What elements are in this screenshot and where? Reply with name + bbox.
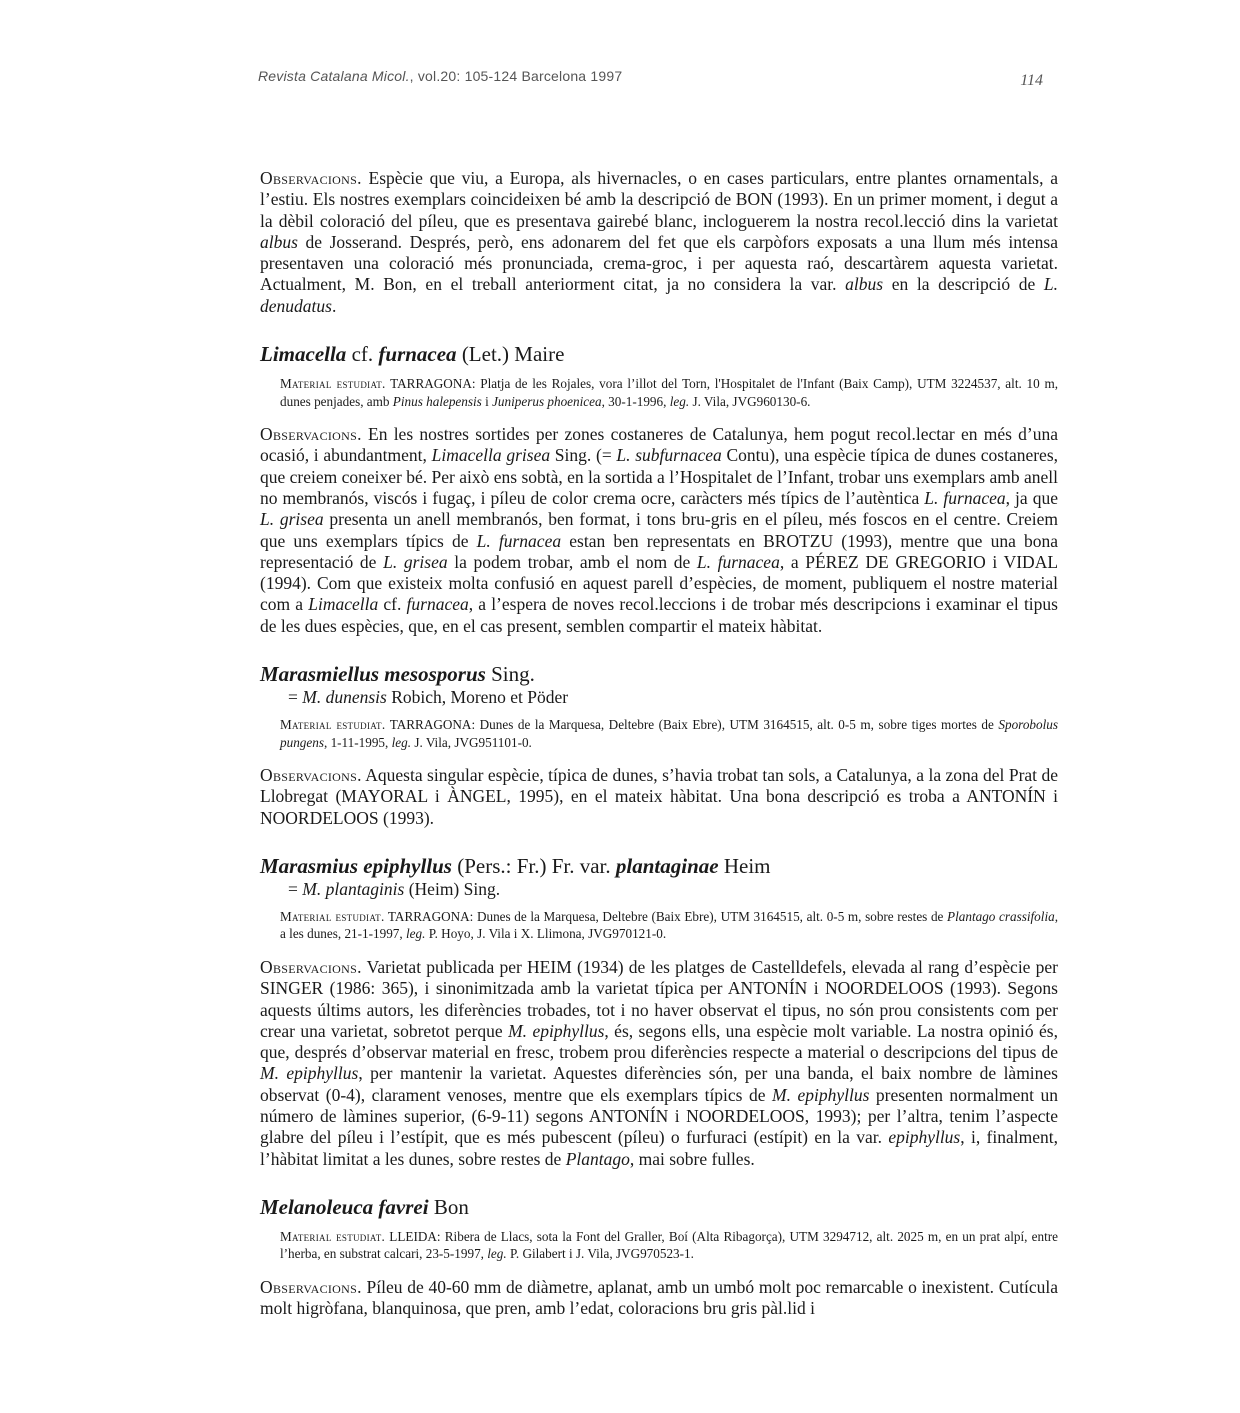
variety-name: plantaginae: [615, 853, 719, 878]
author: Heim: [718, 853, 771, 878]
text: P. Hoyo, J. Vila i X. Llimona, JVG970121-0.: [425, 926, 667, 942]
taxon: Juniperus phoenicea: [492, 393, 602, 409]
text: Píleu de 40-60 mm de diàmetre, aplanat, amb un umbó molt poc remarcable o inexistent. Cutícula molt higròfana, blanquinosa, que pren, amb l’edat, coloracions bru gris pàl.lid i: [260, 1276, 1058, 1319]
taxon: Sporobolus pungens: [280, 717, 1058, 750]
text: .: [331, 295, 337, 316]
text: leg.: [406, 926, 426, 942]
genus: Limacella: [260, 342, 347, 367]
taxon: furnacea: [406, 594, 469, 615]
obs-label: Observacions.: [260, 168, 362, 188]
text: J. Vila, JVG951101-0.: [411, 734, 532, 750]
material-marasmiellus: [280, 716, 1058, 751]
obs-label: Observacions.: [260, 765, 362, 786]
obs-label: Observacions.: [260, 1276, 362, 1297]
text: , és, segons ells, una espècie molt variable. La nostra opinió és, que, després d’observar material en fresc, trobem prou diferències respecte a material o descripcions del tipus de: [260, 1020, 1058, 1063]
text: , a les dunes, 21-1-1997,: [280, 908, 1058, 942]
running-header: [258, 68, 1058, 96]
taxon: M. epiphyllus: [772, 1084, 870, 1105]
text: i: [481, 393, 493, 409]
species-heading-melanoleuca: [260, 1194, 1058, 1220]
taxon: Limacella grisea: [431, 445, 551, 466]
text: , a PÉREZ DE GREGORIO i VIDAL (1994). Com que existeix molta confusió en aquest parell d’espècies, de moment, publiquem el nostre material com a: [260, 551, 1059, 615]
text: , mai sobre fulles.: [629, 1148, 755, 1169]
text: leg.: [487, 1246, 507, 1262]
taxon: L. denudatus: [260, 274, 1059, 316]
epithet: furnacea: [378, 342, 457, 367]
taxon: Pinus halepensis: [392, 393, 482, 409]
text: En les nostres sortides per zones costaneres de Catalunya, hem pogut recol.lectar en més d’una ocasió, i abundantment,: [260, 424, 1058, 466]
text: TARRAGONA: Dunes de la Marquesa, Deltebre (Baix Ebre), UTM 3164515, alt. 0-5 m, sobre tiges mortes de: [385, 717, 999, 733]
synonym-marasmiellus: [288, 687, 1058, 708]
text: leg.: [391, 734, 412, 750]
text: TARRAGONA: Platja de les Rojales, vora l’illot del Torn, l'Hospitalet de l'Infant (Baix Camp), UTM 3224537, alt. 10 m, dunes penjades, amb: [280, 376, 1058, 409]
material-melanoleuca: [280, 1228, 1058, 1263]
material-marasmius: [280, 908, 1058, 943]
running-title: [258, 68, 622, 84]
author: Bon: [428, 1194, 469, 1219]
taxon: Limacella: [308, 594, 379, 615]
author: Sing.: [485, 662, 535, 687]
taxon: L. grisea: [260, 509, 324, 530]
taxon: L. furnacea: [476, 530, 562, 551]
taxon: L. grisea: [383, 551, 448, 572]
species-heading-limacella: [260, 341, 1058, 367]
text: la podem trobar, amb el nom de: [447, 551, 697, 572]
taxon: albus: [260, 231, 298, 252]
taxon: Plantago crassifolia: [947, 908, 1055, 924]
text: LLEIDA: Ribera de Llacs, sota la Font del Graller, Boí (Alta Ribagorça), UTM 3294712, alt. 2025 m, en un prat alpí, entre l’herba, en substrat calcari, 23-5-1997,: [280, 1228, 1058, 1262]
taxon: L. furnacea: [924, 487, 1006, 508]
text: J. Vila, JVG960130-6.: [689, 393, 811, 409]
taxon: L. furnacea: [696, 551, 780, 572]
text: presenten normalment un número de làmines superior, (6-9-11) segons ANTONÍN i NOORDELOOS, 1993); per l’altra, tenim l’aspecte glabre del píleu i l’estípit, que es més pubescent (píleu) o furfuraci (estípit) en la var.: [260, 1084, 1058, 1148]
observations-marasmiellus: [260, 765, 1058, 829]
observations-marasmius: [260, 957, 1058, 1170]
taxon: albus: [845, 274, 884, 295]
taxon: M. epiphyllus: [508, 1020, 605, 1041]
taxon: M. epiphyllus: [260, 1063, 359, 1084]
species-name: Marasmiellus mesosporus: [260, 662, 486, 687]
text: =: [288, 687, 303, 708]
text: estan ben representats en BROTZU (1993), mentre que una bona representació de: [260, 530, 1058, 572]
author: (Let.) Maire: [456, 342, 565, 367]
text: Sing. (=: [550, 445, 617, 466]
obs-label: Observacions.: [260, 956, 362, 977]
text: cf.: [346, 342, 379, 367]
text: , per mantenir la varietat. Aquestes diferències són, per una banda, el baix nombre de làmines observat (0-4), clarament venoses, mentre que els exemplars típics de: [260, 1063, 1058, 1105]
species-name: Melanoleuca favrei: [260, 1194, 429, 1219]
obs-label: Observacions.: [260, 424, 362, 445]
synonym-marasmius: [288, 879, 1058, 900]
taxon: L. subfurnacea: [616, 445, 722, 466]
observations-melanoleuca: [260, 1277, 1058, 1320]
author: Robich, Moreno et Pöder: [386, 687, 569, 708]
text: Aquesta singular espècie, típica de dunes, s’havia trobat tan sols, a Catalunya, a la zona del Prat de Llobregat (MAYORAL i ÀNGEL, 1995), en el mateix hàbitat. Una bona descripció es troba a ANTONÍN i NOORDELOOS (1993).: [260, 765, 1058, 828]
page-number: 114: [1020, 72, 1043, 89]
material-label: Material estudiat.: [280, 376, 386, 392]
text: , i, finalment, l’hàbitat limitat a les dunes, sobre restes de: [260, 1127, 1058, 1169]
taxon: Plantago: [565, 1148, 630, 1169]
observations-limacella: [260, 424, 1058, 637]
text: en la descripció de: [883, 274, 1044, 295]
intro-observations: [260, 168, 1058, 317]
material-limacella: [280, 375, 1058, 410]
taxon: epiphyllus: [888, 1127, 961, 1148]
material-label: Material estudiat.: [280, 908, 385, 924]
text: , 30-1-1996,: [601, 393, 670, 409]
material-label: Material estudiat.: [280, 717, 386, 733]
text: presenta un anell membranós, ben format, i tons bru-gris en el píleu, més foscos en el centre. Creiem que uns exemplars típics de: [260, 509, 1058, 551]
taxon: M. dunensis: [302, 687, 387, 708]
text: de Josserand. Després, però, ens adonarem del fet que els carpòfors exposats a una llum més intensa presentaven una coloració més pronunciada, crema-groc, i per aquesta raó, descartàrem aquesta varietat. Actualment, M. Bon, en el treball anteriorment citat, ja no considera la var.: [260, 231, 1058, 295]
species-heading-marasmiellus: [260, 661, 1058, 687]
species-heading-marasmius: [260, 853, 1058, 879]
text: , ja que: [1005, 487, 1058, 508]
journal-name: Revista Catalana Micol.: [258, 68, 410, 84]
taxon: M. plantaginis: [302, 878, 405, 899]
text: TARRAGONA: Dunes de la Marquesa, Deltebre (Baix Ebre), UTM 3164515, alt. 0-5 m, sobre restes de: [384, 908, 948, 924]
species-name: Marasmius epiphyllus: [260, 853, 452, 878]
text: , 1-11-1995,: [323, 734, 392, 750]
text: , a l’espera de noves recol.leccions i de trobar més descripcions i examinar el tipus de les dues espècies, que, en el cas present, semblen compartir el mateix hàbitat.: [260, 594, 1058, 636]
author: (Pers.: Fr.) Fr. var.: [451, 853, 616, 878]
volume-info: , vol.20: 105-124 Barcelona 1997: [409, 68, 623, 84]
text: =: [288, 878, 303, 899]
text: cf.: [378, 594, 407, 615]
article-body: [260, 168, 1058, 1320]
text: Espècie que viu, a Europa, als hivernacles, o en cases particulars, entre plantes ornamentals, a l’estiu. Els nostres exemplars coincideixen bé amb la descripció de BON (1993). En un primer moment, i degut a la dèbil coloració del píleu, que es presentava gairebé blanc, incloguerem la nostra recol.lecció dins la varietat: [260, 168, 1058, 231]
text: Varietat publicada per HEIM (1934) de les platges de Castelldefels, elevada al rang d’espècie per SINGER (1986: 365), i sinonimitzada amb la varietat típica per ANTONÍN i NOORDELOOS (1993). Segons aquests últims autors, les diferències trobades, tot i no haver observat el tipus, no són prou consistents com per crear una varietat, sobretot perque: [260, 956, 1058, 1041]
material-label: Material estudiat.: [280, 1228, 386, 1244]
author: (Heim) Sing.: [404, 878, 501, 899]
text: Contu), una espècie típica de dunes costaneres, que creiem coneixer bé. Per això ens sobtà, en la sortida a l’Hospitalet de l’Infant, trobar uns exemplars amb anell no membranós, viscós i fugaç, i píleu de color crema ocre, caràcters més típics de l’autèntica: [260, 445, 1059, 508]
text: leg.: [669, 393, 690, 409]
text: P. Gilabert i J. Vila, JVG970523-1.: [506, 1246, 694, 1262]
